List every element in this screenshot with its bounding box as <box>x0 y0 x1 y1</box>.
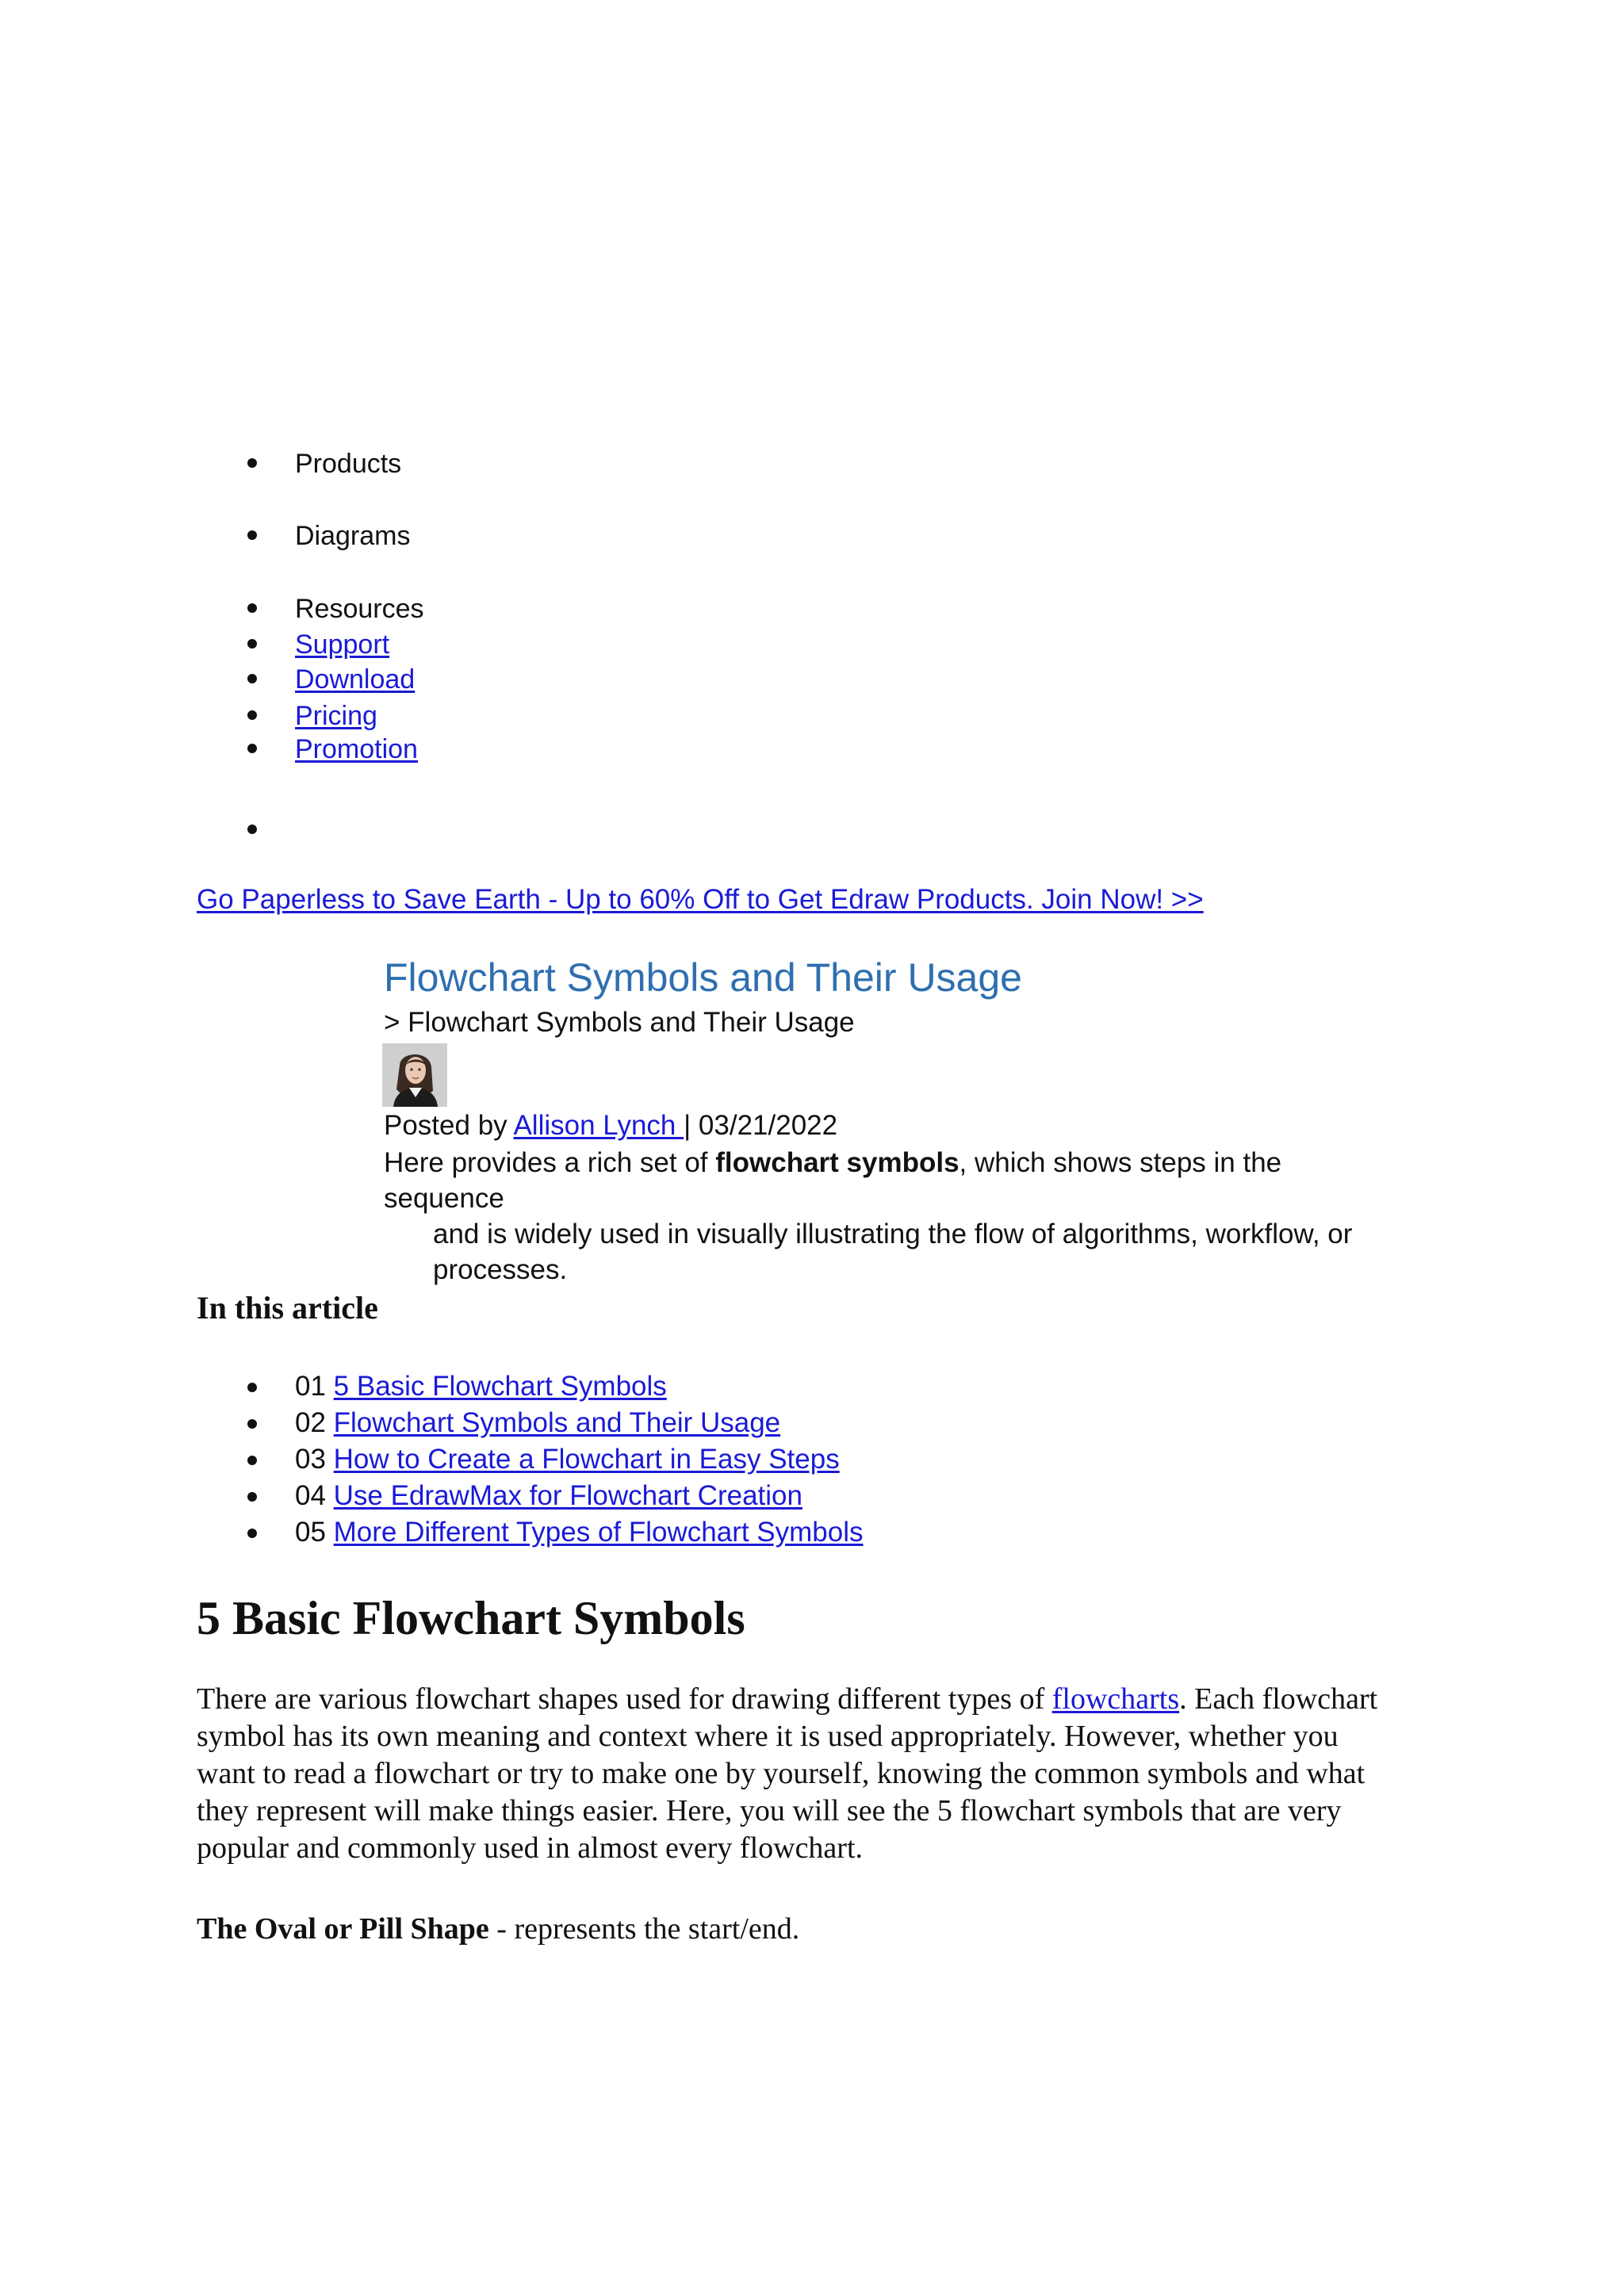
paragraph-text: There are various flowchart shapes used for drawing different types of <box>197 1682 1052 1716</box>
toc-link[interactable]: More Different Types of Flowchart Symbols <box>333 1517 864 1548</box>
intro-text: and is widely used in visually illustrating the flow of algorithms, workflow, or <box>433 1219 1353 1249</box>
bullet <box>247 1492 257 1502</box>
flowcharts-link[interactable]: flowcharts <box>1051 1682 1180 1716</box>
nav-link-download[interactable]: Download <box>295 664 416 695</box>
oval-shape-description <box>197 1911 799 1948</box>
bullet <box>247 674 257 683</box>
toc-item <box>295 1516 864 1549</box>
bullet <box>247 744 257 753</box>
posted-by-label: Posted by <box>384 1110 514 1141</box>
toc-item <box>295 1443 840 1476</box>
empty-bullet <box>247 825 257 834</box>
bullet <box>247 530 257 540</box>
bullet <box>247 1529 257 1538</box>
bullet <box>247 458 257 468</box>
toc-number: 05 <box>295 1517 334 1548</box>
bullet <box>247 1456 257 1465</box>
oval-shape-text: - represents the start/end. <box>488 1912 800 1946</box>
toc-item <box>295 1370 667 1403</box>
post-meta <box>384 1108 837 1143</box>
toc-link[interactable]: Flowchart Symbols and Their Usage <box>333 1407 781 1438</box>
bullet <box>247 1419 257 1429</box>
nav-link-promotion[interactable]: Promotion <box>295 734 418 764</box>
toc-number: 03 <box>295 1444 334 1475</box>
nav-link-pricing[interactable]: Pricing <box>295 701 377 731</box>
article-intro <box>384 1145 1407 1288</box>
toc-item <box>295 1406 780 1440</box>
author-avatar-image <box>382 1043 447 1107</box>
bullet <box>247 710 257 720</box>
intro-text: Here provides a rich set of <box>384 1147 716 1178</box>
intro-bold: flowchart symbols <box>715 1147 959 1178</box>
post-date: | 03/21/2022 <box>684 1110 838 1141</box>
toc-number: 02 <box>295 1407 334 1438</box>
toc-link[interactable]: 5 Basic Flowchart Symbols <box>333 1371 667 1402</box>
section-heading: 5 Basic Flowchart Symbols <box>197 1592 745 1644</box>
nav-item-products[interactable]: Products <box>295 449 402 479</box>
toc-item <box>295 1479 802 1513</box>
intro-text: , which shows steps in the sequence <box>384 1147 1282 1214</box>
paragraph-text: . Each flowchart symbol has its own meaning and context where it is used appropriately. However, whether you want to read a flowchart or try to make one by yourself, knowing the common symbols and what they represent will make things easier. Here, you will see the 5 flowchart symbols that are very popular and commonly used in almost every flowchart. <box>197 1682 1378 1865</box>
promo-banner-link[interactable]: Go Paperless to Save Earth - Up to 60% Off to Get Edraw Products. Join Now! >> <box>197 884 1204 915</box>
bullet <box>247 603 257 613</box>
toc-link[interactable]: How to Create a Flowchart in Easy Steps <box>333 1444 840 1475</box>
article-title: Flowchart Symbols and Their Usage <box>384 955 1022 1000</box>
toc-link[interactable]: Use EdrawMax for Flowchart Creation <box>333 1480 802 1511</box>
breadcrumb: > Flowchart Symbols and Their Usage <box>384 1007 855 1038</box>
bullet <box>247 1383 257 1392</box>
intro-text: processes. <box>433 1254 568 1285</box>
nav-link-support[interactable]: Support <box>295 629 390 660</box>
author-link[interactable]: Allison Lynch <box>513 1110 684 1141</box>
toc-heading: In this article <box>197 1290 378 1326</box>
author-avatar <box>382 1043 447 1107</box>
nav-item-resources[interactable]: Resources <box>295 594 424 624</box>
toc-number: 04 <box>295 1480 334 1511</box>
oval-shape-label: The Oval or Pill Shape <box>197 1912 489 1946</box>
bullet <box>247 639 257 649</box>
toc-number: 01 <box>295 1371 334 1402</box>
section-paragraph <box>197 1681 1402 1867</box>
nav-item-diagrams[interactable]: Diagrams <box>295 521 411 551</box>
